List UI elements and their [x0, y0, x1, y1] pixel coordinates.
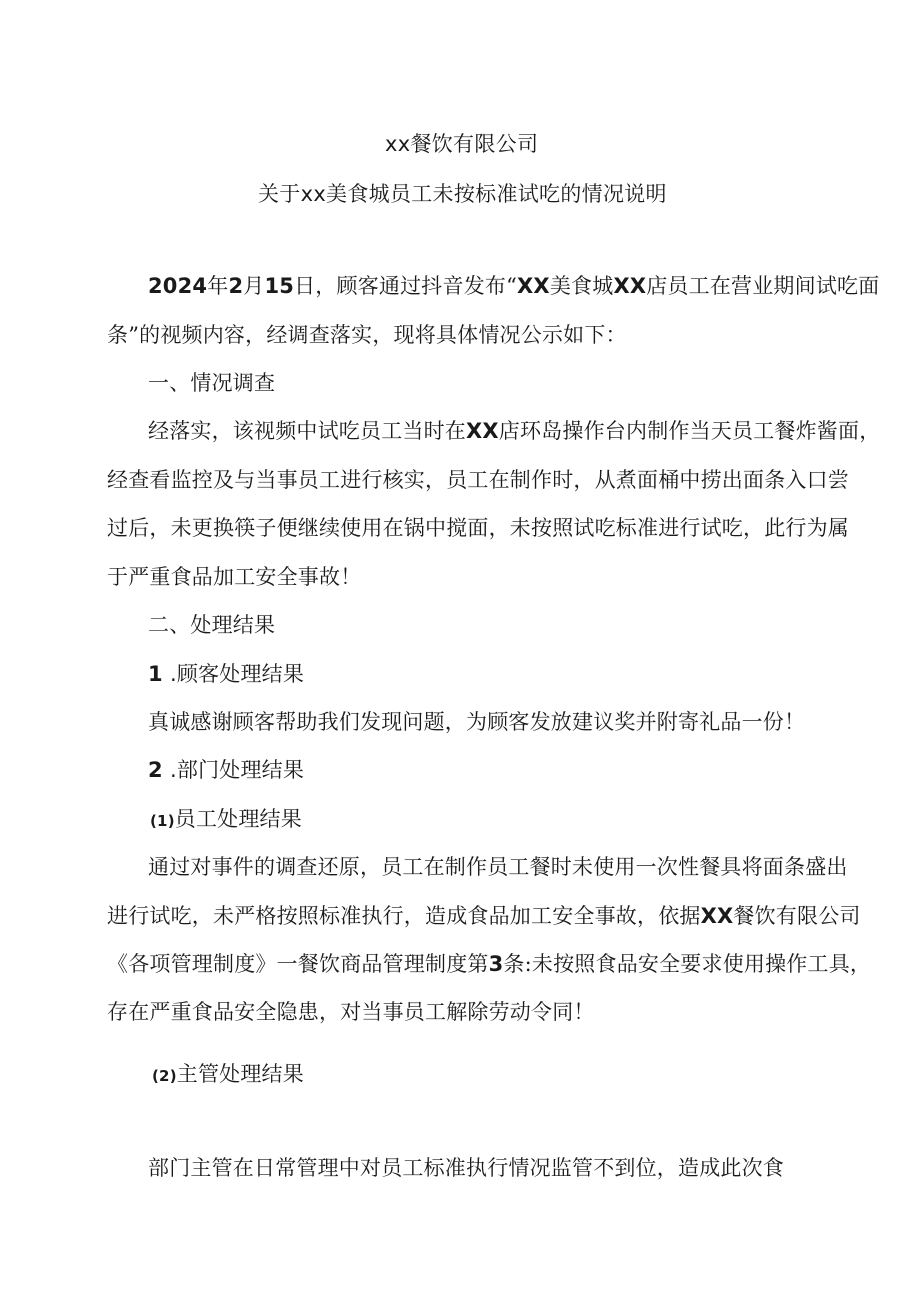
sub-2-label: .部门处理结果: [170, 758, 305, 782]
item-2-line-1: 部门主管在日常管理中对员工标准执行情况监管不到位，造成此次食: [148, 1156, 784, 1180]
item-1-line-3-text-a: 《各项管理制度》一餐饮商品管理制度第: [107, 952, 489, 976]
section-1-heading: 一、情况调查: [148, 371, 276, 395]
item-2-label: 主管处理结果: [176, 1062, 304, 1086]
section-1-para-line-2: 经查看监控及与当事员工进行核实，员工在制作时，从煮面桶中捞出面条入口尝: [107, 468, 849, 492]
item-1-line-2-xx: XX: [700, 904, 734, 928]
sub-1-heading: [148, 661, 304, 687]
section-1-text-a: 经落实，该视频中试吃员工当时在: [148, 419, 466, 443]
document-title: 关于xx美食城员工未按标准试吃的情况说明: [258, 182, 667, 206]
intro-month-suffix: 月: [243, 274, 265, 298]
section-1-para-line-1: [148, 418, 880, 444]
item-1-line-3-num: 3: [488, 952, 504, 976]
item-1-line-2: [107, 903, 861, 929]
section-1-para-line-3: 过后，未更换筷子便继续使用在锅中搅面，未按照试吃标准进行试吃，此行为属: [107, 516, 849, 540]
item-1-number: (1): [150, 812, 175, 830]
item-2-heading: [152, 1061, 304, 1089]
intro-line-2: 条”的视频内容，经调查落实，现将具体情况公示如下：: [107, 323, 627, 347]
item-1-line-3-text-b: 条:未按照食品安全要求使用操作工具，: [503, 952, 872, 976]
intro-xx-2: XX: [613, 274, 647, 298]
item-1-line-2-text-b: 餐饮有限公司: [733, 904, 861, 928]
section-1-para-line-4: 于严重食品加工安全事故！: [107, 565, 362, 589]
intro-line-1: [148, 273, 879, 299]
item-1-line-1: 通过对事件的调查还原，员工在制作员工餐时未使用一次性餐具将面条盛出: [148, 855, 848, 879]
intro-text-a: 日，顾客通过抖音发布“: [294, 274, 518, 298]
intro-month: 2: [228, 274, 244, 298]
intro-year-suffix: 年: [207, 274, 229, 298]
section-2-heading: 二、处理结果: [148, 613, 276, 637]
company-title: xx餐饮有限公司: [385, 132, 539, 156]
intro-day: 15: [264, 274, 295, 298]
sub-1-number: 1: [148, 662, 163, 686]
intro-xx-1: XX: [517, 274, 550, 298]
intro-text-c: 店员工在营业期间试吃面: [646, 274, 880, 298]
item-1-line-2-text-a: 进行试吃，未严格按照标准执行，造成食品加工安全事故，依据: [107, 904, 701, 928]
sub-2-number: 2: [148, 758, 163, 782]
intro-year: 2024: [148, 274, 208, 298]
item-1-line-3: [107, 951, 871, 977]
section-1-text-b: 店环岛操作台内制作当天员工餐炸酱面，: [498, 419, 881, 443]
sub-1-label: .顾客处理结果: [170, 662, 305, 686]
intro-text-b: 美食城: [549, 274, 614, 298]
item-1-line-4: 存在严重食品安全隐患，对当事员工解除劳动令同！: [107, 1000, 595, 1024]
section-1-xx: XX: [466, 419, 499, 443]
item-2-number: (2): [152, 1067, 177, 1085]
item-1-heading: [150, 806, 302, 834]
sub-2-heading: [148, 757, 304, 783]
item-1-label: 员工处理结果: [174, 807, 302, 831]
sub-1-para: 真诚感谢顾客帮助我们发现问题，为顾客发放建议奖并附寄礼品一份！: [148, 710, 806, 734]
